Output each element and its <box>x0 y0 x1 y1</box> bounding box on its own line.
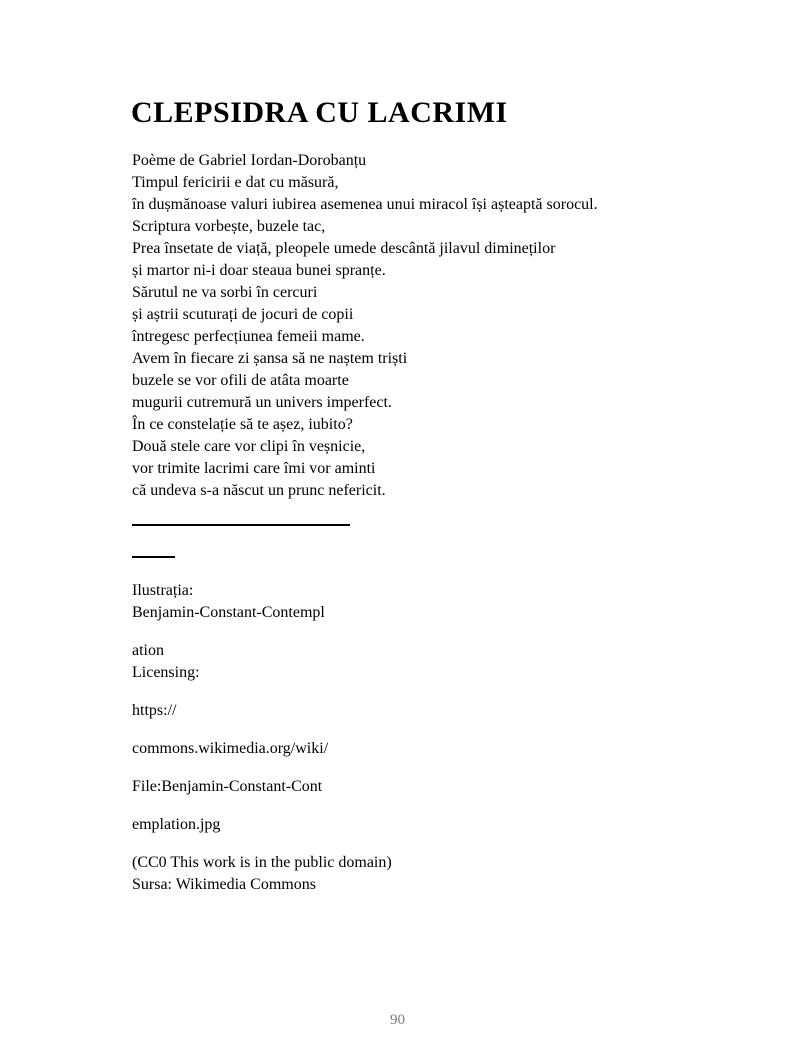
credit-url-fragment: commons.wikimedia.org/wiki/ <box>132 740 329 757</box>
page-title: CLEPSIDRA CU LACRIMI <box>131 96 508 129</box>
poem-line: Scriptura vorbește, buzele tac, <box>132 218 326 235</box>
illustration-credits <box>132 566 392 912</box>
poem-line: Prea însetate de viață, pleopele umede descântă jilavul dimineților <box>132 240 556 257</box>
credit-filename-fragment: File:Benjamin-Constant-Cont <box>132 778 323 795</box>
poem-line: vor trimite lacrimi care îmi vor aminti <box>132 460 376 477</box>
credit-license-note: (CC0 This work is in the public domain) <box>132 854 392 871</box>
poem-line: Sărutul ne va sorbi în cercuri <box>132 284 318 301</box>
poem-line: Două stele care vor clipi în veșnicie, <box>132 438 366 455</box>
poem-line: buzele se vor ofili de atâta moarte <box>132 372 349 389</box>
credit-url-fragment: https:// <box>132 702 177 719</box>
credit-source: Sursa: Wikimedia Commons <box>132 876 316 893</box>
poem-line: că undeva s-a născut un prunc nefericit. <box>132 482 386 499</box>
page-number: 90 <box>390 1012 405 1028</box>
poem <box>132 150 598 502</box>
poem-line: Timpul fericirii e dat cu măsură, <box>132 174 339 191</box>
credit-filename-fragment: emplation.jpg <box>132 816 221 833</box>
credit-filename-fragment: Benjamin-Constant-Contempl <box>132 604 325 621</box>
poem-line: În ce constelație să te așez, iubito? <box>132 416 353 433</box>
poem-line: mugurii cutremură un univers imperfect. <box>132 394 392 411</box>
poem-line: și aștrii scuturați de jocuri de copii <box>132 306 354 323</box>
credit-filename-fragment: ation <box>132 642 164 659</box>
poem-line: și martor ni-i doar steaua bunei spranțe. <box>132 262 386 279</box>
credit-label-illustration: Ilustrația: <box>132 582 194 599</box>
divider-long <box>132 524 350 526</box>
poem-line: în dușmănoase valuri iubirea asemenea unui miracol își așteaptă sorocul. <box>132 196 598 213</box>
credit-label-licensing: Licensing: <box>132 664 200 681</box>
poem-line: Avem în fiecare zi șansa să ne naștem triști <box>132 350 408 367</box>
poem-line: întregesc perfecțiunea femeii mame. <box>132 328 365 345</box>
poem-author-line: Poème de Gabriel Iordan-Dorobanțu <box>132 152 367 169</box>
divider-short <box>132 556 175 558</box>
